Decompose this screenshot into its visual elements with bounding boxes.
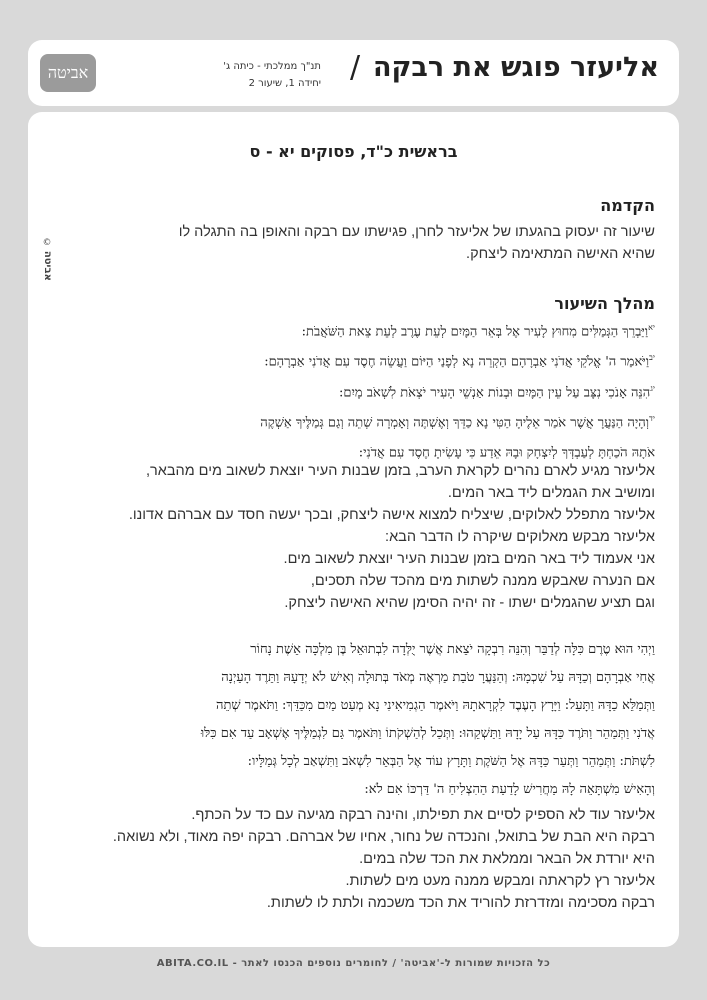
- explanation-line: רבקה היא הבת של בתואל, והנכדה של נחור, אחיו של אברהם. רבקה יפה מאוד, ולא נשואה.: [112, 829, 655, 845]
- verse-text: וַיַּבְרֵךְ הַגְּמַלִּים מִחוּץ לָעִיר אֶל בְּאֵר הַמָּיִם לְעֵת עֶרֶב לְעֵת צֵאת הַשֹּׁאֲבֹת:: [301, 324, 649, 340]
- explanation-line: אליעזר מבקש מאלוקים שיקרה לו הדבר הבא:: [385, 529, 655, 545]
- verse-line: [55, 376, 655, 406]
- progress-section: [55, 294, 655, 467]
- lesson-meta: [223, 58, 321, 92]
- explanation-line: אליעזר עוד לא הספיק לסיים את תפילתו, והינה רבקה מגיעה עם כד על הכתף.: [191, 807, 655, 823]
- explanation-line: אליעזר רץ לקראתה ומבקש ממנה מעט מים לשתות.: [345, 873, 655, 889]
- brand-logo: אביטה: [40, 54, 96, 92]
- explanation-line: אליעזר מגיע לארם נהרים לקראת הערב, בזמן שבנות העיר יוצאת לשאוב מים מהבאר,: [145, 463, 655, 479]
- verse-text: אֹתָהּ הֹכַחְתָּ לְעַבְדְּךָ לְיִצְחָק וּבָהּ אֵדַע כִּי עָשִׂיתָ חֶסֶד עִם אֲדֹנִי:: [358, 445, 655, 461]
- verse-line: אֲדֹנִי וַתְּמַהֵר וַתֹּרֶד כַּדָּהּ עַל יָדָהּ וַתַּשְׁקֵהוּ: וַתְּכַל לְהַשְׁקֹתוֹ וַתֹּאמֶר גַּם לִגְמַלֶּיךָ אֶשְׁאָב עַד אִם כִּלּוּ: [200, 726, 655, 741]
- title-separator: /: [350, 50, 361, 85]
- explanation-1: [55, 460, 655, 614]
- verses-block-2: [55, 636, 655, 804]
- explanation-line: וגם תציע שהגמלים ישתו - זה יהיה הסימן שהיא האישה ליצחק.: [284, 595, 655, 611]
- verse-text: וְהָיָה הַנַּעֲרָ אֲשֶׁר אֹמַר אֵלֶיהָ הַטִּי נָא כַדֵּךְ וְאֶשְׁתֶּה וְאָמְרָה שְׁתֵה וְגַם גְּמַלֶּיךָ אַשְׁקֶה: [260, 415, 650, 431]
- intro-line: שיעור זה יעסוק בהגעתו של אליעזר לחרן, פגישתו עם רבקה והאופן בה התגלה לו: [178, 224, 655, 240]
- subject-label: תנ"ך ממלכתי - כיתה ג': [223, 61, 321, 72]
- footer-copyright[interactable]: כל הזכויות שמורות ל-'אביטה' / לחומרים נוספים הכנסו לאתר - ABITA.CO.IL: [156, 958, 551, 969]
- verse-line: לִשְׁתֹּת: וַתְּמַהֵר וַתְּעַר כַּדָּהּ אֶל הַשֹּׁקֶת וַתָּרָץ עוֹד אֶל הַבְּאֵר לִשְׁאֹב וַתִּשְׁאַב לְכָל גְּמַלָּיו:: [247, 754, 655, 769]
- explanation-line: רבקה מסכימה ומזדרזת להוריד את הכד משכמה ולתת לו לשתות.: [266, 895, 655, 911]
- verse-line: וַתְּמַלֵּא כַדָּהּ וַתָּעַל: וַיָּרָץ הָעֶבֶד לִקְרָאתָהּ וַיֹּאמֶר הַגְמִיאִינִי נָא מְעַט מַיִם מִכַּדֵּךְ: וַתֹּאמֶר שְׁתֵה: [216, 698, 655, 713]
- explanation-line: ומושיב את הגמלים ליד באר המים.: [447, 485, 655, 501]
- verses-block-1: [55, 315, 655, 467]
- page-title: אליעזר פוגש את רבקה: [372, 52, 659, 83]
- intro-text: [55, 221, 655, 265]
- side-brand: [42, 238, 53, 281]
- verse-number: יב: [649, 353, 655, 363]
- verse-number: יא: [648, 323, 655, 332]
- explanation-line: היא יורדת אל הבאר וממלאת את הכד שלה במים.: [359, 851, 655, 867]
- explanation-line: אם הנערה שאבקש ממנה לשתות מים מהכד שלה תסכים,: [310, 573, 655, 589]
- explanation-line: אני אעמוד ליד באר המים בזמן שבנות העיר יוצאת לשאוב מים.: [283, 551, 655, 567]
- verse-line: אֲחִי אַבְרָהָם וְכַדָּהּ עַל שִׁכְמָהּ: וְהַנַּעֲרָ טֹבַת מַרְאֶה מְאֹד בְּתוּלָה וְאִישׁ לֹא יְדָעָהּ וַתֵּרֶד הָעַיְנָה: [221, 670, 655, 685]
- explanation-2: [55, 804, 655, 914]
- verse-line: [55, 345, 655, 375]
- lesson-title: בראשית כ"ד, פסוקים יא - ס: [249, 142, 458, 161]
- explanation-line: אליעזר מתפלל לאלוקים, שיצליח למצוא אישה ליצחק, ובכך יעשה חסד עם אברהם אדונו.: [128, 507, 655, 523]
- verse-line: וְהָאִישׁ מִשְׁתָּאֵה לָהּ מַחֲרִישׁ לָדַעַת הַהִצְלִיחַ ה' דַּרְכּוֹ אִם לֹא:: [364, 782, 655, 797]
- intro-heading: הקדמה: [600, 196, 655, 215]
- verse-text: הִנֵּה אָנֹכִי נִצָּב עַל עֵין הַמָּיִם וּבְנוֹת אַנְשֵׁי הָעִיר יֹצְאֹת לִשְׁאֹב מָיִם:: [339, 384, 651, 400]
- verse-line: [55, 406, 655, 436]
- verse-number: יג: [650, 383, 655, 393]
- verse-text: וַיֹּאמַר ה' אֱלֹקֵי אֲדֹנִי אַבְרָהָם הַקְרֵה נָא לְפָנַי הַיּוֹם וַעֲשֵׂה חֶסֶד עִם אֲדֹנִי אַבְרָהָם:: [264, 354, 650, 370]
- header-card: [28, 40, 679, 106]
- intro-section: [55, 196, 655, 265]
- copyright-mark: ©: [42, 238, 52, 248]
- unit-label: יחידה 1, שיעור 2: [248, 78, 321, 89]
- intro-line: שהיא האישה המתאימה ליצחק.: [466, 246, 655, 262]
- verse-line: [55, 315, 655, 345]
- progress-heading: מהלך השיעור: [554, 294, 655, 313]
- verse-number: יד: [649, 413, 655, 423]
- side-brand-name: אביטה: [42, 250, 53, 281]
- verse-line: וַיְהִי הוּא טֶרֶם כִּלָּה לְדַבֵּר וְהִנֵּה רִבְקָה יֹצֵאת אֲשֶׁר יֻלְּדָה לִבְתוּאֵל בֶּן מִלְכָּה אֵשֶׁת נָחוֹר: [250, 642, 655, 657]
